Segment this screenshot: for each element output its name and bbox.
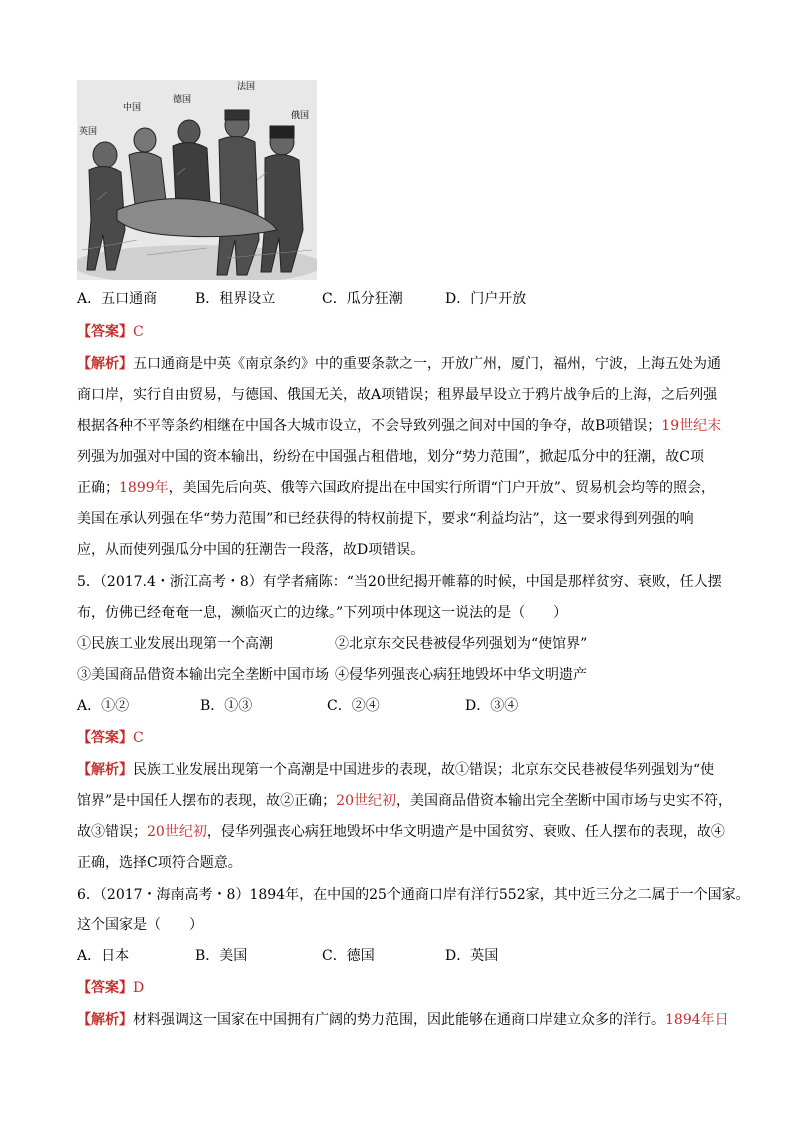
q5-option-b: B．①③ bbox=[200, 698, 253, 714]
label-germany: 德国 bbox=[173, 95, 192, 105]
q5-item-2: ②北京东交民巷被侵华列强划为“使馆界” bbox=[335, 636, 588, 652]
q5-option-a: A．①② bbox=[77, 698, 130, 714]
label-china: 中国 bbox=[123, 103, 142, 113]
q4-option-c: C．瓜分狂潮 bbox=[322, 291, 403, 307]
q5-stem-line-1: 5．（2017.4・浙江高考・8）有学者痛陈：“当20世纪揭开帷幕的时候，中国是那样贫穷、衰败，任人摆 bbox=[77, 574, 722, 590]
q6-option-b: B．美国 bbox=[195, 948, 248, 964]
q5-option-d: D．③④ bbox=[465, 698, 519, 714]
q5-stem-line-2: 布，仿佛已经奄奄一息，濒临灭亡的边缘。”下列项中体现这一说法的是（ ） bbox=[77, 605, 568, 621]
political-cartoon-image bbox=[77, 80, 317, 280]
q6-option-d: D．英国 bbox=[445, 948, 499, 964]
q4-option-b: B．租界设立 bbox=[195, 291, 276, 307]
q5-item-4: ④侵华列强丧心病狂地毁坏中华文明遗产 bbox=[335, 667, 587, 683]
q6-option-c: C．德国 bbox=[322, 948, 375, 964]
q6-analysis: 【解析】材料强调这一国家在中国拥有广阔的势力范围，因此能够在通商口岸建立众多的洋行。1894年日 bbox=[77, 1012, 729, 1028]
q4-option-a: A．五口通商 bbox=[77, 291, 158, 307]
q6-answer: 【答案】D bbox=[77, 980, 145, 996]
q5-option-c: C．②④ bbox=[327, 698, 380, 714]
label-britain: 英国 bbox=[79, 127, 98, 137]
label-france: 法国 bbox=[237, 82, 256, 92]
q6-stem-line-2: 这个国家是（ ） bbox=[77, 917, 203, 933]
q4-answer: 【答案】C bbox=[77, 324, 144, 340]
q5-item-1: ①民族工业发展出现第一个高潮 bbox=[77, 636, 273, 652]
q6-option-a: A．日本 bbox=[77, 948, 130, 964]
q5-item-3: ③美国商品借资本输出完全垄断中国市场 bbox=[77, 667, 329, 683]
label-russia: 俄国 bbox=[291, 111, 310, 121]
q4-option-d: D．门户开放 bbox=[445, 291, 527, 307]
q6-stem-line-1: 6．（2017・海南高考・8）1894年，在中国的25个通商口岸有洋行552家，其中近三分之二属于一个国家。 bbox=[77, 887, 750, 903]
q5-answer: 【答案】C bbox=[77, 730, 144, 746]
